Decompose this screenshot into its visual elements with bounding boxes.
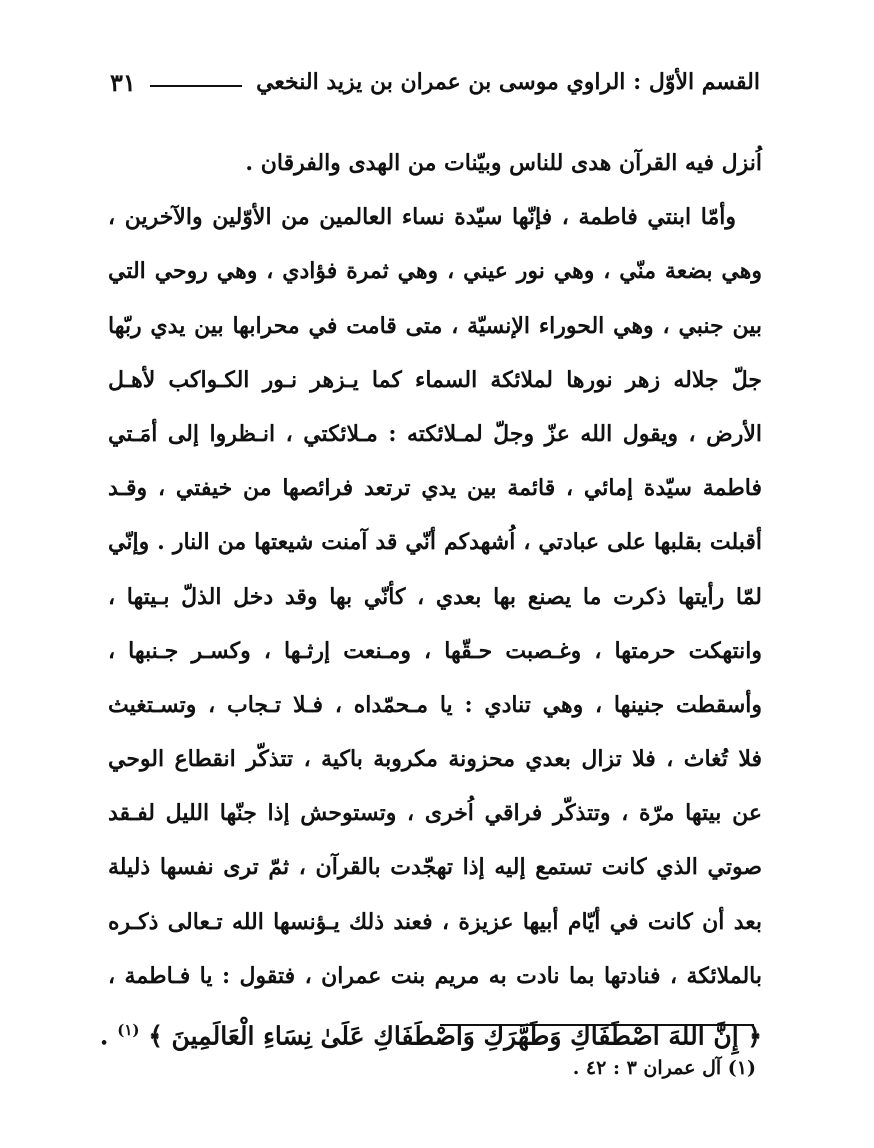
text-line: أقبلت بقلبها على عبادتي ، اُشهدكم أنّي قد آمنت شيعتها من النار . وإنّي bbox=[108, 529, 762, 556]
footnote-separator bbox=[440, 1024, 754, 1026]
header-title: القسم الأوّل : الراوي موسى بن عمران بن يزيد النخعي bbox=[256, 69, 760, 95]
body-text bbox=[99, 136, 762, 1057]
quran-verse-line bbox=[99, 1003, 762, 1057]
text-line: فاطمة سيّدة إمائي ، قائمة بين يدي ترتعد فرائصها من خيفتي ، وقـد bbox=[108, 475, 762, 502]
running-header bbox=[110, 62, 760, 102]
text-line: صوتي الذي كانت تستمع إليه إذا تهجّدت بالقرآن ، ثمّ ترى نفسها ذليلة bbox=[108, 854, 762, 881]
text-line: فلا تُغاث ، فلا تزال بعدي محزونة مكروبة باكية ، تتذكّر انقطاع الوحي bbox=[108, 746, 762, 773]
text-line: جلّ جلاله زهر نورها لملائكة السماء كما يـزهر نـور الكـواكب لأهـل bbox=[108, 366, 762, 393]
header-rule bbox=[150, 85, 242, 87]
text-line: وأمّا ابنتي فاطمة ، فإنّها سيّدة نساء العالمين من الأوّلين والآخرين ، bbox=[108, 204, 736, 231]
page-number: ٣١ bbox=[110, 67, 136, 97]
text-line: وانتهكت حرمتها ، وغـصبت حـقّها ، ومـنعت إرثـها ، وكسـر جـنبها ، bbox=[108, 637, 762, 664]
text-line: وأسقطت جنينها ، وهي تنادي : يا مـحمّداه ، فـلا تـجاب ، وتسـتغيث bbox=[108, 691, 762, 718]
footnote-marker: (١) bbox=[117, 1021, 140, 1039]
text-line: وهي بضعة منّي ، وهي نور عيني ، وهي ثمرة فؤادي ، وهي روحي التي bbox=[108, 258, 762, 285]
text-line: بعد أن كانت في أيّام أبيها عزيزة ، فعند ذلك يـؤنسها الله تـعالى ذكـره bbox=[108, 908, 762, 935]
text-line: بالملائكة ، فنادتها بما نادت به مريم بنت عمران ، فتقول : يا فـاطمة ، bbox=[108, 962, 762, 989]
text-line: الأرض ، ويقول الله عزّ وجلّ لمـلائكته : مـلائكتي ، انـظروا إلى أمَـتي bbox=[108, 420, 762, 447]
footnote: (١) آل عمران ٣ : ٤٢ . bbox=[572, 1057, 756, 1079]
text-line: بين جنبي ، وهي الحوراء الإنسيّة ، متى قامت في محرابها بين يدي ربّها bbox=[108, 312, 762, 339]
text-line: عن بيتها مرّة ، وتتذكّر فراقي اُخرى ، وتستوحش إذا جنّها الليل لفـقد bbox=[108, 800, 762, 827]
quran-verse: ﴿ إِنَّ اللهَ اصْطَفَاكِ وَطَهَّرَكِ وَاصْطَفَاكِ عَلَىٰ نِسَاءِ الْعَالَمِينَ ﴾ bbox=[148, 1021, 762, 1051]
verse-end-period: . bbox=[99, 1021, 109, 1051]
text-line: اُنزل فيه القرآن هدى للناس وبيّنات من الهدى والفرقان . bbox=[245, 150, 762, 176]
text-line: لمّا رأيتها ذكرت ما يصنع بها بعدي ، كأنّي بها وقد دخل الذلّ بـيتها ، bbox=[108, 583, 762, 610]
